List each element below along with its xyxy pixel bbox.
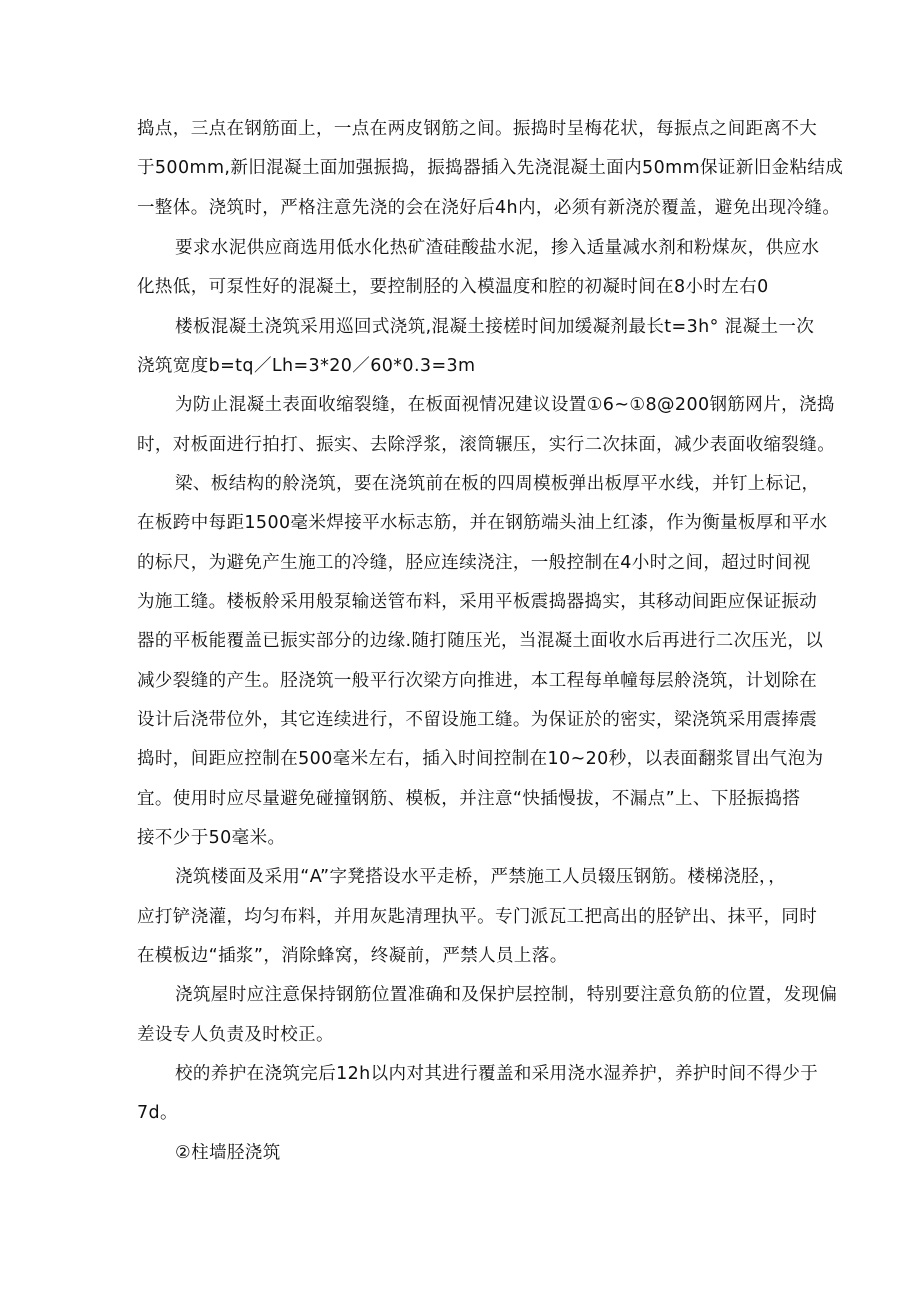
text-line: 要求水泥供应商选用低水化热矿渣硅酸盐水泥，掺入适量减水剂和粉煤灰，供应水 (175, 238, 820, 258)
text-line: 应打铲浇灌，均匀布料，并用灰匙清理执平。专门派瓦工把高出的胫铲出、抹平，同时 (137, 907, 818, 927)
text-line: 为防止混凝土表面收缩裂缝，在板面视情况建议设置①6~①8@200钢筋网片，浇捣 (175, 395, 835, 415)
text-line: 一整体。浇筑时，严格注意先浇的会在浇好后4h内，必须有新浇於覆盖，避免出现冷缝。 (137, 198, 841, 218)
section-heading: ②柱墙胫浇筑 (175, 1143, 281, 1163)
text-line: 宜。使用时应尽量避免碰撞钢筋、模板，并注意“快插慢拔，不漏点”上、下胫振捣搭 (137, 789, 801, 809)
text-line: 浇筑宽度b=tq／Lh=3*20／60*0.3=3m (137, 356, 476, 376)
text-line: 时，对板面进行拍打、振实、去除浮浆，滚筒辗压，实行二次抹面，减少表面收缩裂缝。 (137, 435, 836, 455)
text-line: 7d。 (137, 1103, 178, 1123)
text-line: 减少裂缝的产生。胫浇筑一般平行次梁方向推进，本工程每单幢每层舲浇筑，计划除在 (137, 671, 818, 691)
text-line: 器的平板能覆盖已振实部分的边缘.随打随压光，当混凝土面收水后再进行二次压光，以 (137, 631, 824, 651)
text-line: 为施工缝。楼板舲采用般泵输送管布料，采用平板震捣器捣实，其移动间距应保证振动 (137, 592, 818, 612)
text-line: 差设专人负责及时校正。 (137, 1025, 334, 1045)
text-line: 楼板混凝土浇筑采用巡回式浇筑,混凝土接槎时间加缓凝剂最长t=3h° 混凝土一次 (175, 317, 815, 337)
text-line: 捣点，三点在钢筋面上，一点在两皮钢筋之间。振捣时呈梅花状，每振点之间距离不大 (137, 119, 818, 139)
text-line: 浇筑屋时应注意保持钢筋位置准确和及保护层控制，特别要注意负筋的位置，发现偏 (175, 985, 838, 1005)
text-line: 于500mm,新旧混凝土面加强振捣，振捣器插入先浇混凝土面内50mm保证新旧金粘结成 (137, 158, 844, 178)
text-line: 的标尺，为避免产生施工的冷缝，胫应连续浇注，一般控制在4小时之间，超过时间视 (137, 553, 811, 573)
text-line: 接不少于50毫米。 (137, 828, 286, 848)
text-line: 校的养护在浇筑完后12h以内对其进行覆盖和采用浇水湿养护，养护时间不得少于 (175, 1064, 819, 1084)
text-line: 捣时，间距应控制在500毫米左右，插入时间控制在10~20秒，以表面翻浆冒出气泡为 (137, 749, 824, 769)
text-line: 浇筑楼面及采用“A”字凳搭设水平走桥，严禁施工人员辍压钢筋。楼梯浇胫，， (175, 867, 787, 887)
text-line: 设计后浇带位外，其它连续进行，不留设施工缝。为保证於的密实，梁浇筑采用震捧震 (137, 710, 818, 730)
text-line: 在模板边“插浆”，消除蜂窝，终凝前，严禁人员上落。 (137, 946, 568, 966)
text-line: 梁、板结构的舲浇筑，要在浇筑前在板的四周模板弹出板厚平水线，并钉上标记， (175, 474, 820, 494)
text-line: 化热低，可泵性好的混凝土，要控制胫的入模温度和腔的初凝时间在8小时左右0 (137, 277, 769, 297)
text-line: 在板跨中每距1500毫米焊接平水标志筋，并在钢筋端头油上红漆，作为衡量板厚和平水 (137, 513, 828, 533)
